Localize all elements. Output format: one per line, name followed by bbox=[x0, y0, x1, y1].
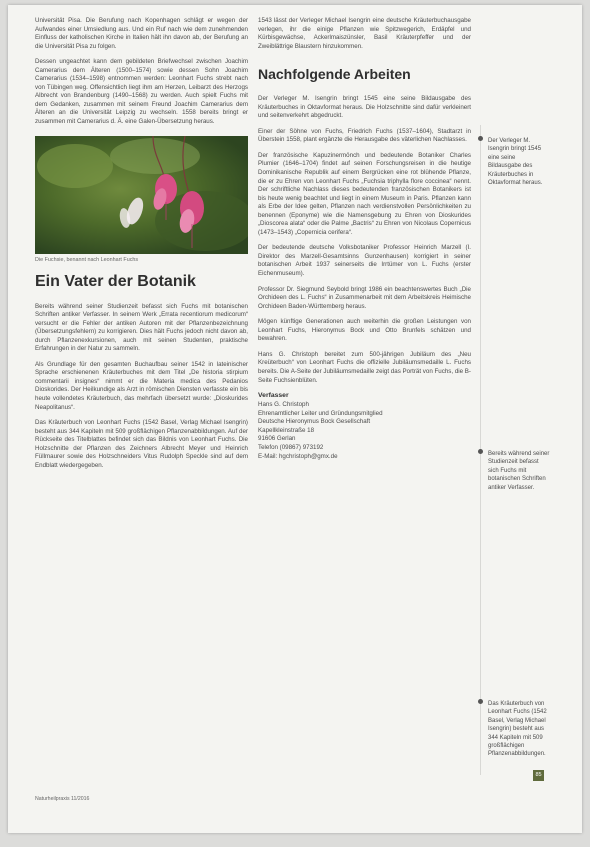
section-heading: Nachfolgende Arbeiten bbox=[258, 66, 411, 83]
photo-caption: Die Fuchsie, benannt nach Leonhart Fuchs bbox=[35, 256, 139, 263]
sidenote bbox=[488, 700, 550, 759]
page-number: 85 bbox=[533, 770, 544, 781]
paragraph: Hans G. Christoph bereitet zum 500-jährigen Jubiläum des „Neu Kreüterbuch“ von Leonhart Fuchs die offizielle Jubiläumsmedaille L. Fuchs bereits. Die A-Seite der Jubiläumsmedaille zeigt das Porträt von Fuchs, die B-Seite Fuchsienblüten. bbox=[258, 350, 471, 384]
paragraph: Der Verleger M. Isengrin bringt 1545 eine seine Bildausgabe des Kräuterbuches in Oktavformat heraus. Die Holzschnitte sind dafür verkleinert und seitenverkehrt abgedruckt. bbox=[258, 95, 471, 120]
paragraph: Bereits während seiner Studienzeit befasst sich Fuchs mit botanischen Schriften antiker Verfasser. In seinem Werk „Errata recentiorum medicorum“ versucht er die Fehler der antiken Autoren mit der Pflanzenbezeichnung (Übersetzungsfehlern) zu korrigieren. Dies hält Fuchs jedoch nicht davon ab, durch Pflanzenexkursionen, auch mit seinen Studenten, praktische Erfahrungen in der Natur zu sammeln. bbox=[35, 302, 248, 353]
paragraph: Das Kräuterbuch von Leonhart Fuchs (1542 Basel, Verlag Michael Isengrin) besteht aus 344 Kapiteln mit 509 großflächigen Pflanzenabbildungen. Auf der Rückseite des Titelblattes befindet sich das Bildnis von Leonhart Fuchs. Die Holzschnitte der Pflanzen des Zeichners Albrecht Meyer und Heinrich Füllmaurer sowie des Holzschneiders Vitus Rudolph Speckle sind auf dem Endblatt wiedergegeben. bbox=[35, 419, 248, 469]
fuchsia-photo bbox=[35, 136, 248, 254]
author-line: Ehrenamtlicher Leiter und Gründungsmitglied bbox=[258, 409, 383, 417]
author-line: Kapellkleinstraße 18 bbox=[258, 426, 315, 434]
paragraph: Einer der Söhne von Fuchs, Friedrich Fuchs (1537–1604), Stadtarzt in Überstein 1558, plant ergänzte die Herausgabe des väterlichen Nachlasses. bbox=[258, 127, 471, 144]
paragraph: Als Grundlage für den gesamten Buchaufbau seiner 1542 in lateinischer Sprache erschienenen Kräuterbuches mit dem Titel „De historia stirpium commentarii insignes“ nimmt er die Materia medica des Pedanios Dioskorides. Der Heilkundige als Arzt in römischen Diensten verfasste ein bis heute vollendetes Kräuterbuch, das mehrfach übersetzt wurde: „Dioskurides Neapolitanus“. bbox=[35, 360, 248, 411]
author-label: Verfasser bbox=[258, 392, 289, 400]
sidenote-text: Der Verleger M. Isengrin bringt 1545 eine seine Bildausgabe des Kräuterbuches in Oktavformat heraus. bbox=[488, 138, 543, 187]
sidenote bbox=[488, 450, 550, 492]
magazine-page bbox=[8, 5, 582, 833]
paragraph: Universität Pisa. Die Berufung nach Kopenhagen schlägt er wegen der Aufwandes einer Umsiedlung aus. Und ein Ruf nach wie dem zunehmenden Einfluss der katholischen Kirche in Italien hält ihn davon ab, der Berufung an die Universität Pisa zu folgen. bbox=[35, 17, 248, 50]
fuchsia-flower-illustration bbox=[35, 136, 248, 254]
bullet-icon bbox=[478, 699, 483, 704]
paragraph: Mögen künftige Generationen auch weiterhin die großen Leistungen von Leonhart Fuchs, Hieronymus Bock und Otto Brunfels schätzen und bewahren. bbox=[258, 318, 471, 343]
author-line: Deutsche Hieronymus Bock Gesellschaft bbox=[258, 418, 371, 426]
footer-publication: Naturheilpraxis 11/2016 bbox=[35, 796, 90, 802]
paragraph: Professor Dr. Siegmund Seybold bringt 1986 ein beachtenswertes Buch „Die Orchideen des L. Fuchs“ in Zusammenarbeit mit dem Arbeitskreis Heimische Orchideen Baden-Württemberg heraus. bbox=[258, 285, 471, 310]
author-block bbox=[258, 392, 471, 461]
sidenote-text: Das Kräuterbuch von Leonhart Fuchs (1542 Basel, Verlag Michael Isengrin) besteht aus 344 Kapiteln mit 509 großflächigen Pflanzenabbildungen. bbox=[488, 701, 547, 758]
paragraph: 1543 lässt der Verleger Michael Isengrin eine deutsche Kräuterbuchausgabe verlegen, ihr die einige Pflanzen wie Spitzwegerich, Erdäpfel und Kürbisgewächse, Ackerlmaiszünsler, Basil Kräuterpfeffer und der Zweiblättrige Blaustern hinzukommen. bbox=[258, 17, 471, 50]
sidenote-text: Bereits während seiner Studienzeit befasst sich Fuchs mit botanischen Schriften antiker Verfasser. bbox=[488, 451, 550, 491]
column-middle bbox=[258, 17, 471, 461]
author-line: Telefon (09867) 973192 bbox=[258, 444, 324, 452]
bullet-icon bbox=[478, 136, 483, 141]
sidenote bbox=[488, 137, 550, 187]
author-email[interactable]: E-Mail: hgchristoph@gmx.de bbox=[258, 452, 338, 460]
author-line: 91606 Gerlan bbox=[258, 435, 296, 443]
column-left bbox=[35, 17, 248, 477]
section-heading: Ein Vater der Botanik bbox=[35, 272, 196, 290]
paragraph: Der bedeutende deutsche Volksbotaniker Professor Heinrich Marzell (I. Direktor des Marzell-Gesamtsinns Gunzenhausen) korrigiert in seiner botanischen Arbeit 1937 seinerseits die Irrtümer von L. Fuchs (erster Eichenmuseum). bbox=[258, 244, 471, 278]
paragraph: Der französische Kapuzinermönch und bedeutende Botaniker Charles Plumier (1646–1704) findet auf seinen Forschungsreisen in die heutige Dominikanische Republik auf einem Bergrücken eine rot blühende Pflanze, die er zu Ehren von Leonhart Fuchs „Fuchsia triphylla flore coccinea“ nennt. Der schriftliche Nachlass dieses bedeutenden französischen Botanikers ist bis heute wenig beachtet und liegt in einem Museum in Paris. Pflanzen kann als Erbe der Idee gelten, Pflanzen nach verdienstvollen Persönlichkeiten zu benennen (Eponyme) wie die Namensgebung zu Ehren von Dioskurides „Dioscorea alata“ oder die Palme „Bactris“ zu Ehren von Nicolaus Copernicus (1473–1543) „Copernicia cerifera“. bbox=[258, 151, 471, 236]
author-line: Hans G. Christoph bbox=[258, 401, 309, 409]
bullet-icon bbox=[478, 449, 483, 454]
paragraph: Dessen ungeachtet kann dem gebildeten Briefwechsel zwischen Joachim Camerarius dem Älteren (1500–1574) sowie dessen Sohn Joachim Camerarius (1534–1598) entnommen werden: Leonhart Fuchs strebt nach von Tübingen weg. Offensichtlich liegt ihm am Herzen, Leibarzt des Herzogs Albrecht von Brandenburg (1490–1568) zu werden. Auch spielt Fuchs mit dem Gedanken, zusammen mit seinem Freund Joachim Camerarius dem Älteren an die Universität Leipzig zu wechseln. 1558 bereits bringt er zusammen mit Camerarius d. Ä. eine Galen-Übersetzung heraus. bbox=[35, 58, 248, 126]
